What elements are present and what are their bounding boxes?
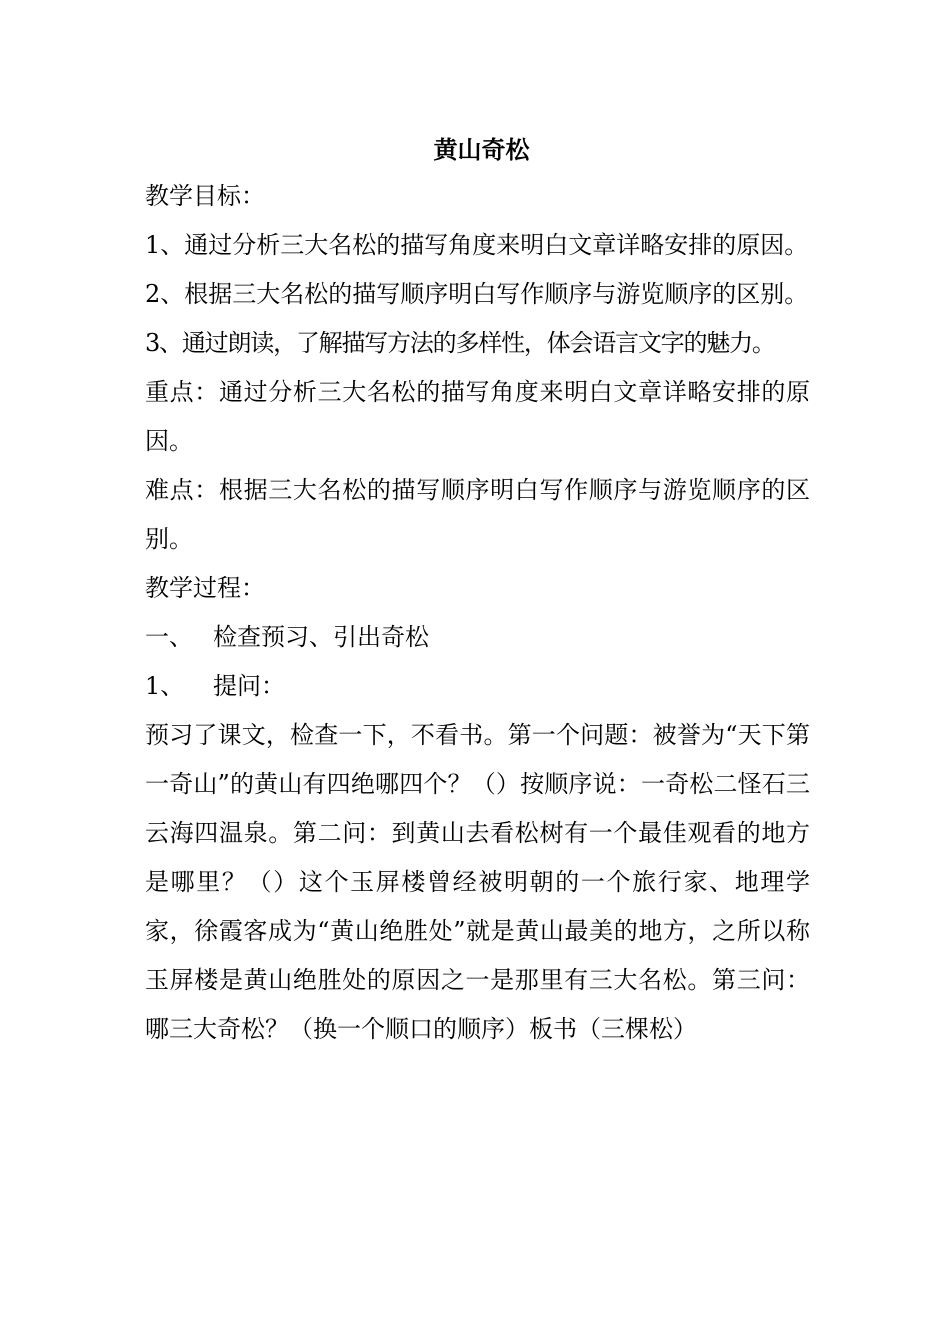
list-item-number: 1、 — [145, 672, 185, 700]
document-page — [145, 128, 810, 1054]
section-title: 检查预习、引出奇松 — [213, 623, 429, 651]
list-item-text: 提问： — [213, 672, 285, 700]
paragraph-objective-2: 2、根据三大名松的描写顺序明白写作顺序与游览顺序的区别。 — [145, 280, 809, 308]
section-number: 一、 — [145, 623, 193, 651]
paragraph-process-heading: 教学过程： — [145, 574, 265, 602]
paragraph-objectives-heading: 教学目标： — [145, 182, 265, 210]
list-item-1 — [145, 662, 810, 711]
paragraph-objective-1: 1、通过分析三大名松的描写角度来明白文章详略安排的原因。 — [145, 231, 809, 259]
paragraph-objective-3: 3、通过朗读，了解描写方法的多样性，体会语言文字的魅力。 — [145, 329, 775, 357]
paragraph-difficulty: 难点：根据三大名松的描写顺序明白写作顺序与游览顺序的区别。 — [145, 476, 810, 553]
paragraph-body: 预习了课文，检查一下，不看书。第一个问题：被誉为“天下第一奇山”的黄山有四绝哪四个？（）按顺序说：一奇松二怪石三云海四温泉。第二问：到黄山去看松树有一个最佳观看的地方是哪里？（）这个玉屏楼曾经被明朝的一个旅行家、地理学家，徐霞客成为“黄山绝胜处”就是黄山最美的地方，之所以称玉屏楼是黄山绝胜处的原因之一是那里有三大名松。第三问：哪三大奇松？（换一个顺口的顺序）板书（三棵松） — [145, 721, 810, 1043]
section-heading-1 — [145, 613, 810, 662]
document-title: 黄山奇松 — [433, 135, 530, 164]
paragraph-key-point: 重点：通过分析三大名松的描写角度来明白文章详略安排的原因。 — [145, 378, 810, 455]
